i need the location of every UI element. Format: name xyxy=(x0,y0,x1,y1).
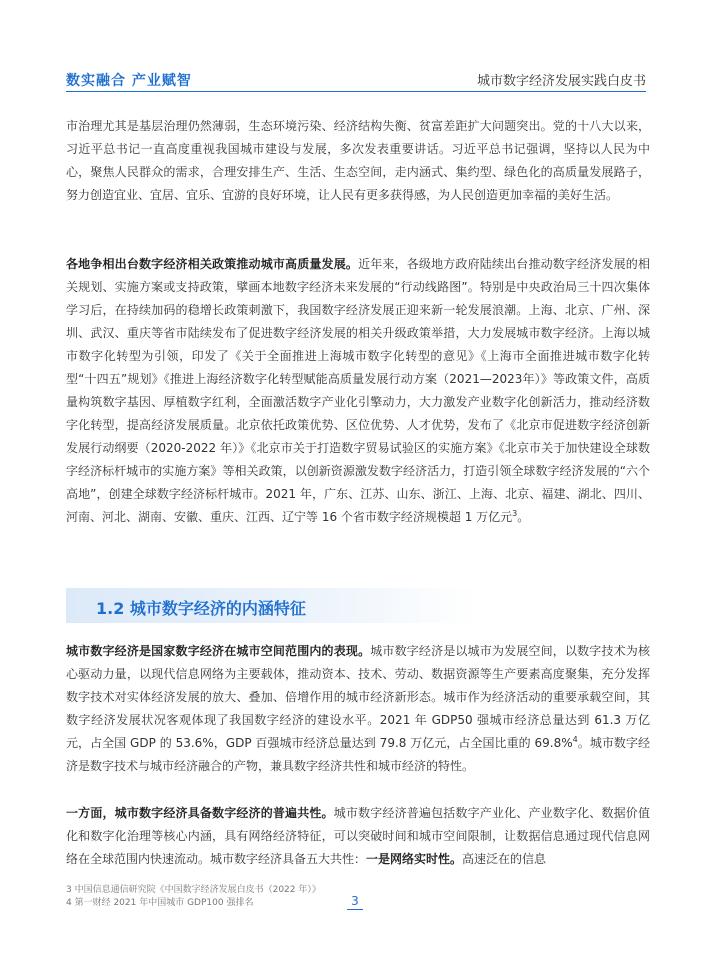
paragraph-text: 市治理尤其是基层治理仍然薄弱，生态环境污染、经济结构失衡、贫富差距扩大问题突出。党的十八大以来，习近平总书记一直高度重视我国城市建设与发展，多次发表重要讲话。习近平总书记强调，坚持以人民为中心，聚焦人民群众的需求，合理安排生产、生活、生态空间，走内涵式、集约型、绿色化的高质量发展路子，努力创造宜业、宜居、宜乐、宜游的良好环境，让人民有更多获得感，为人民创造更加幸福的美好生活。 xyxy=(66,119,650,202)
paragraph-lead: 各地争相出台数字经济相关政策推动城市高质量发展。 xyxy=(66,257,359,271)
paragraph-lead-2: 一是网络实时性。 xyxy=(366,852,463,866)
section-title: 1.2 城市数字经济的内涵特征 xyxy=(96,599,306,618)
paragraph-tail: 。城市数字经济是数字技术与城市经济融合的产物，兼具数字经济共性和城市经济的特性。 xyxy=(66,736,650,773)
paragraph-text: 城市数字经济是以城市为发展空间，以数字技术为核心驱动力量，以现代信息网络为主要载体，推动资本、技术、劳动、数据资源等生产要素高度聚集，充分发挥数字技术对实体经济发展的放大、叠加、倍增作用的城市经济新形态。城市作为经济活动的重要承载空间，其数字经济发展状况客观体现了我国数字经济的建设水平。2021 年 GDP50 强城市经济总量达到 61.3 万亿元，占全国 GDP 的 53.6%，GDP 百强城市经济总量达到 79.8 万亿元，占全国比重的 69.8% xyxy=(66,644,650,750)
paragraph-text: 城市数字经济普遍包括数字产业化、产业数字化、数据价值化和数字化治理等核心内涵，具有网络经济特征，可以突破时间和城市空间限制，让数据信息通过现代信息网络在全球范围内快速流动。城市数字经济具备五大共性： xyxy=(66,806,650,866)
footnote-ref-3[interactable]: 3 xyxy=(512,509,518,518)
footnote-4: 4 第一财经 2021 年中国城市 GDP100 强排名 xyxy=(66,898,254,908)
paragraph-urban-governance xyxy=(66,115,650,207)
page-number xyxy=(0,894,710,910)
paragraph-lead: 一方面，城市数字经济具备数字经济的普遍共性。 xyxy=(66,806,334,820)
report-title: 城市数字经济发展实践白皮书 xyxy=(476,74,646,89)
page-number-label: 3 xyxy=(347,894,363,910)
paragraph-tail: 高速泛在的信息 xyxy=(462,852,547,866)
paragraph-connotation xyxy=(66,640,650,778)
paragraph-tail: 。 xyxy=(517,510,530,524)
header-divider xyxy=(66,91,646,92)
page-header xyxy=(0,0,710,98)
paragraph-lead: 城市数字经济是国家数字经济在城市空间范围内的表现。 xyxy=(66,644,371,658)
footnote-3: 3 中国信息通信研究院《中国数字经济发展白皮书（2022 年）》 xyxy=(66,885,321,895)
paragraph-local-policies xyxy=(66,253,650,529)
section-banner xyxy=(66,588,476,623)
paragraph-common-traits xyxy=(66,802,650,871)
brand-slogan: 数实融合 产业赋智 xyxy=(66,73,192,89)
footnote-ref-4[interactable]: 4 xyxy=(572,735,578,744)
paragraph-text: 近年来，各级地方政府陆续出台推动数字经济发展的相关规划、实施方案或支持政策，擘画本地数字经济未来发展的“行动线路图”。特别是中央政治局三十四次集体学习后，在持续加码的稳增长政策刺激下，我国数字经济发展正迎来新一轮发展浪潮。上海、北京、广州、深圳、武汉、重庆等省市陆续发布了促进数字经济发展的相关升级政策举措，大力发展城市数字经济。上海以城市数字化转型为引领，印发了《关于全面推进上海城市数字化转型的意见》《上海市全面推进城市数字化转型“十四五”规划》《推进上海经济数字化转型赋能高质量发展行动方案（2021—2023年）》等政策文件，高质量构筑数字基因、厚植数字红利，全面激活数字产业化引擎动力，大力激发产业数字化创新活力，推动经济数字化转型，提高经济发展质量。北京依托政策优势、区位优势、人才优势，发布了《北京市促进数字经济创新发展行动纲要（2020-2022 年）》《北京市关于打造数字贸易试验区的实施方案》《北京市关于加快建设全球数字经济标杆城市的实施方案》等相关政策，以创新资源激发数字经济活力，打造引领全球数字经济发展的“六个高地”，创建全球数字经济标杆城市。2021 年，广东、江苏、山东、浙江、上海、北京、福建、湖北、四川、河南、河北、湖南、安徽、重庆、江西、辽宁等 16 个省市数字经济规模超 1 万亿元 xyxy=(66,257,650,524)
